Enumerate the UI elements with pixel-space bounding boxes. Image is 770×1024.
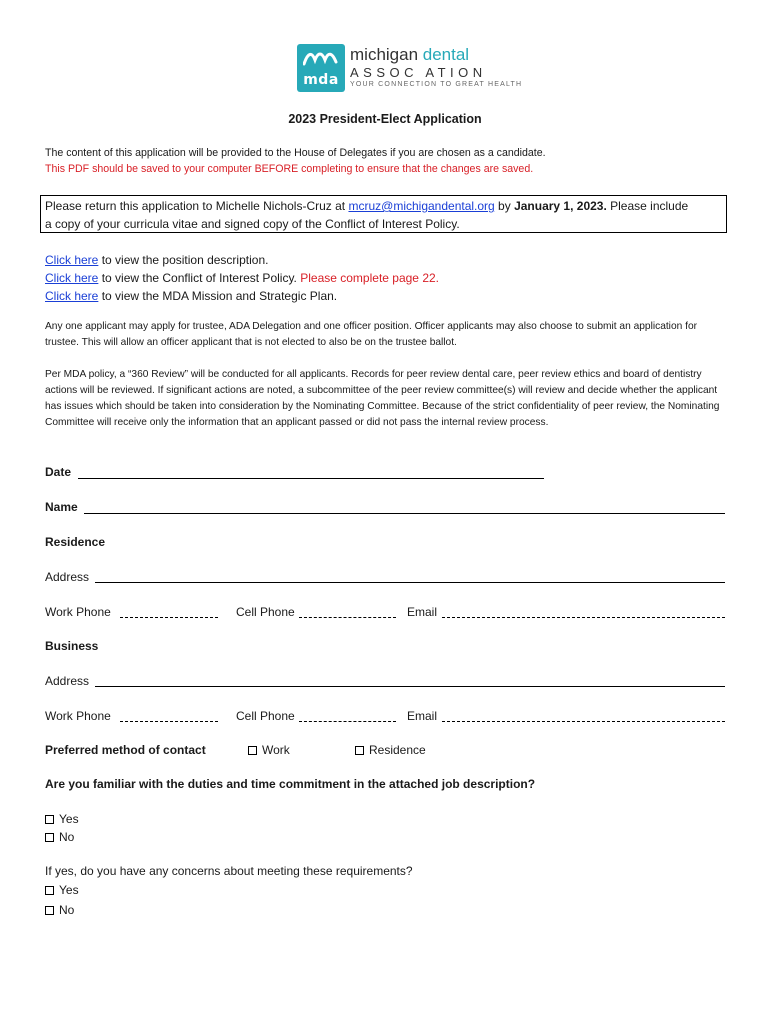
familiar-no-option[interactable]: No [45, 829, 74, 845]
review-paragraph: Per MDA policy, a “360 Review” will be conducted for all applicants. Records for peer review dental care, peer review ethics and board of dentistry actions will be reviewed. If significant actions are noted, a subcommittee of the peer review committee(s) will review and decide whether the applicant has issues which should be taken into consideration by the Nominating Committee. Because of the strict confidentiality of peer review, the Nominating Committee will receive only the information that an applicant passed or did not pass the internal review process. [45, 369, 720, 428]
business-email-field[interactable] [442, 721, 725, 722]
date-label: Date [45, 465, 72, 479]
familiar-yes-checkbox[interactable] [45, 815, 54, 824]
logo-mark [297, 44, 345, 92]
residence-address-label: Address [45, 570, 90, 584]
logo-tagline: YOUR CONNECTION TO GREAT HEALTH [350, 81, 523, 88]
familiar-yes-option[interactable]: Yes [45, 811, 79, 827]
business-address-field[interactable] [95, 686, 725, 687]
residence-email-label: Email [407, 605, 438, 619]
mda-logo [297, 44, 523, 96]
business-email-label: Email [407, 709, 438, 723]
wave-icon [303, 50, 339, 68]
preferred-contact-label: Preferred method of contact [45, 743, 206, 757]
name-field[interactable] [84, 513, 725, 514]
residence-work-phone-field[interactable] [120, 617, 218, 618]
concerns-yes-option[interactable]: Yes [45, 882, 79, 898]
eligibility-paragraph: Any one applicant may apply for trustee, ADA Delegation and one officer position. Officer applicants may also choose to submit an application for trustee. This will allow an officer applicant that is not elected to also be on the trustee ballot. [45, 321, 697, 348]
concerns-yes-checkbox[interactable] [45, 886, 54, 895]
residence-email-field[interactable] [442, 617, 725, 618]
concerns-no-option[interactable]: No [45, 902, 74, 918]
business-work-phone-label: Work Phone [45, 709, 111, 723]
concerns-question: If yes, do you have any concerns about meeting these requirements? [45, 864, 413, 878]
familiar-question: Are you familiar with the duties and time commitment in the attached job description? [45, 777, 536, 791]
return-instructions-box: Please return this application to Michelle Nichols-Cruz at mcruz@michigandental.org by January 1, 2023. Please include a copy of your curricula vitae and signed copy of the Conflict of Interest Policy. [40, 195, 727, 233]
logo-name: michigan dental [350, 45, 470, 64]
link-line-position: Click here to view the position description. [45, 253, 269, 267]
business-heading: Business [45, 639, 99, 653]
link-line-conflict: Click here to view the Conflict of Interest Policy. Please complete page 22. [45, 271, 439, 285]
mission-plan-link[interactable]: Click here [45, 289, 99, 303]
conflict-policy-link[interactable]: Click here [45, 271, 99, 285]
intro-warning: This PDF should be saved to your computer BEFORE completing to ensure that the changes are saved. [45, 163, 534, 175]
residence-address-field[interactable] [95, 582, 725, 583]
position-description-link[interactable]: Click here [45, 253, 99, 267]
date-field[interactable] [78, 478, 544, 479]
logo-mark-text: mda [303, 72, 339, 88]
link-line-mission: Click here to view the MDA Mission and Strategic Plan. [45, 289, 338, 303]
residence-cell-phone-label: Cell Phone [236, 605, 295, 619]
familiar-no-checkbox[interactable] [45, 833, 54, 842]
name-label: Name [45, 500, 78, 514]
logo-association: ASSOC ATION [350, 65, 487, 80]
concerns-no-checkbox[interactable] [45, 906, 54, 915]
work-checkbox[interactable] [248, 746, 257, 755]
residence-heading: Residence [45, 535, 106, 549]
business-cell-phone-field[interactable] [299, 721, 396, 722]
business-cell-phone-label: Cell Phone [236, 709, 295, 723]
contact-work-option[interactable]: Work [248, 742, 290, 758]
page-title: 2023 President-Elect Application [288, 112, 482, 126]
residence-cell-phone-field[interactable] [299, 617, 396, 618]
business-work-phone-field[interactable] [120, 721, 218, 722]
contact-residence-option[interactable]: Residence [355, 742, 426, 758]
intro-line: The content of this application will be provided to the House of Delegates if you are chosen as a candidate. [45, 147, 546, 159]
email-link[interactable]: mcruz@michigandental.org [348, 199, 495, 213]
residence-checkbox[interactable] [355, 746, 364, 755]
residence-work-phone-label: Work Phone [45, 605, 111, 619]
deadline-date: January 1, 2023. [514, 199, 607, 213]
business-address-label: Address [45, 674, 90, 688]
